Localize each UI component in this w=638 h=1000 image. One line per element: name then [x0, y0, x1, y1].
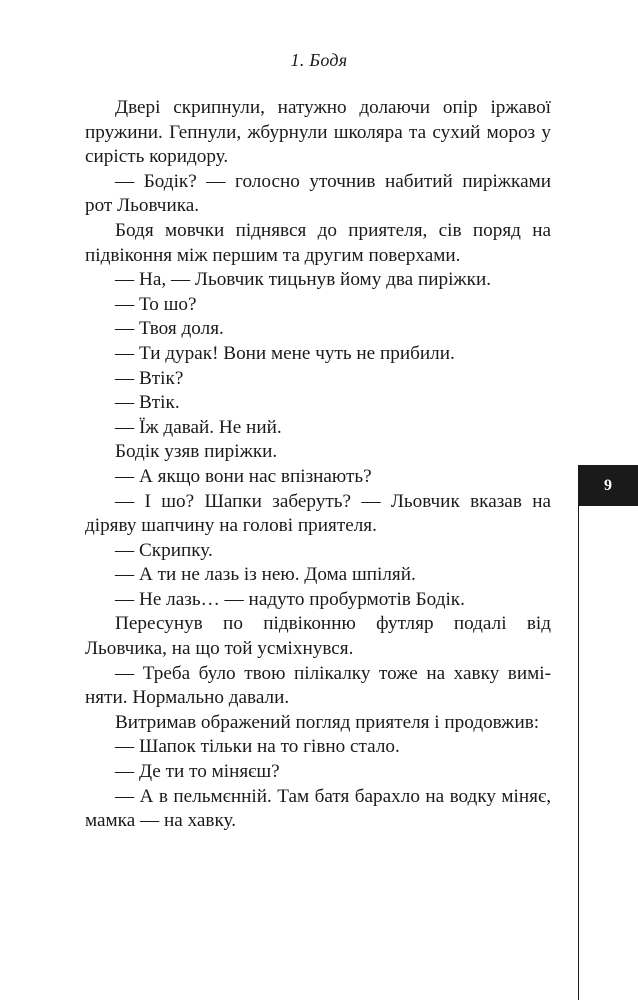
paragraph: Пересунув по підвіконню футляр подалі від Льовчика, на що той усміхнувся. — [85, 613, 551, 660]
paragraph: Бодя мовчки піднявся до приятеля, сів поряд на підвіконня між першим та другим поверхами. — [85, 219, 551, 266]
paragraph: — Втік? — [115, 367, 184, 389]
paragraph: — А в пельмєнній. Там батя барахло на водку міняє, мамка — на хавку. — [85, 785, 551, 832]
page-number-tab — [578, 465, 638, 506]
paragraph: — Бодік? — голосно уточнив набитий пиріжками рот Льовчика. — [85, 170, 551, 217]
page-edge-rule — [578, 506, 579, 1000]
paragraph: — І шо? Шапки заберуть? — Льовчик вказав на діряву шапчину на голові приятеля. — [85, 490, 551, 537]
paragraph: — Шапок тільки на то гівно стало. — [115, 736, 400, 758]
paragraph: — А якщо вони нас впізнають? — [115, 465, 372, 487]
paragraph: — Твоя доля. — [115, 318, 224, 340]
paragraph: — Не лазь… — надуто пробурмотів Бодік. — [115, 588, 465, 610]
paragraph: Витримав ображений погляд приятеля і продовжив: — [115, 711, 540, 733]
body-text — [85, 96, 551, 834]
paragraph: — То шо? — [115, 293, 197, 315]
paragraph: — Їж давай. Не ний. — [115, 416, 282, 438]
paragraph: Двері скрипнули, натужно долаючи опір іржавої пружини. Гепнули, жбурнули школяра та сухий мороз у сирість коридору. — [85, 97, 551, 168]
paragraph: — Де ти то міняєш? — [115, 761, 280, 783]
paragraph: — Ти дурак! Вони мене чуть не прибили. — [115, 342, 455, 364]
page-number: 9 — [604, 476, 612, 494]
paragraph: — Втік. — [115, 392, 180, 414]
paragraph: Бодік узяв пиріжки. — [115, 441, 278, 463]
paragraph: — Скрипку. — [115, 539, 213, 561]
running-head: 1. Бодя — [290, 50, 348, 70]
paragraph: — А ти не лазь із нею. Дома шпіляй. — [115, 564, 416, 586]
paragraph: — На, — Льовчик тицьнув йому два пиріжки. — [115, 269, 492, 291]
paragraph: — Треба було твою пілікалку тоже на хавку виміняти. Нормально давали. — [85, 662, 551, 709]
